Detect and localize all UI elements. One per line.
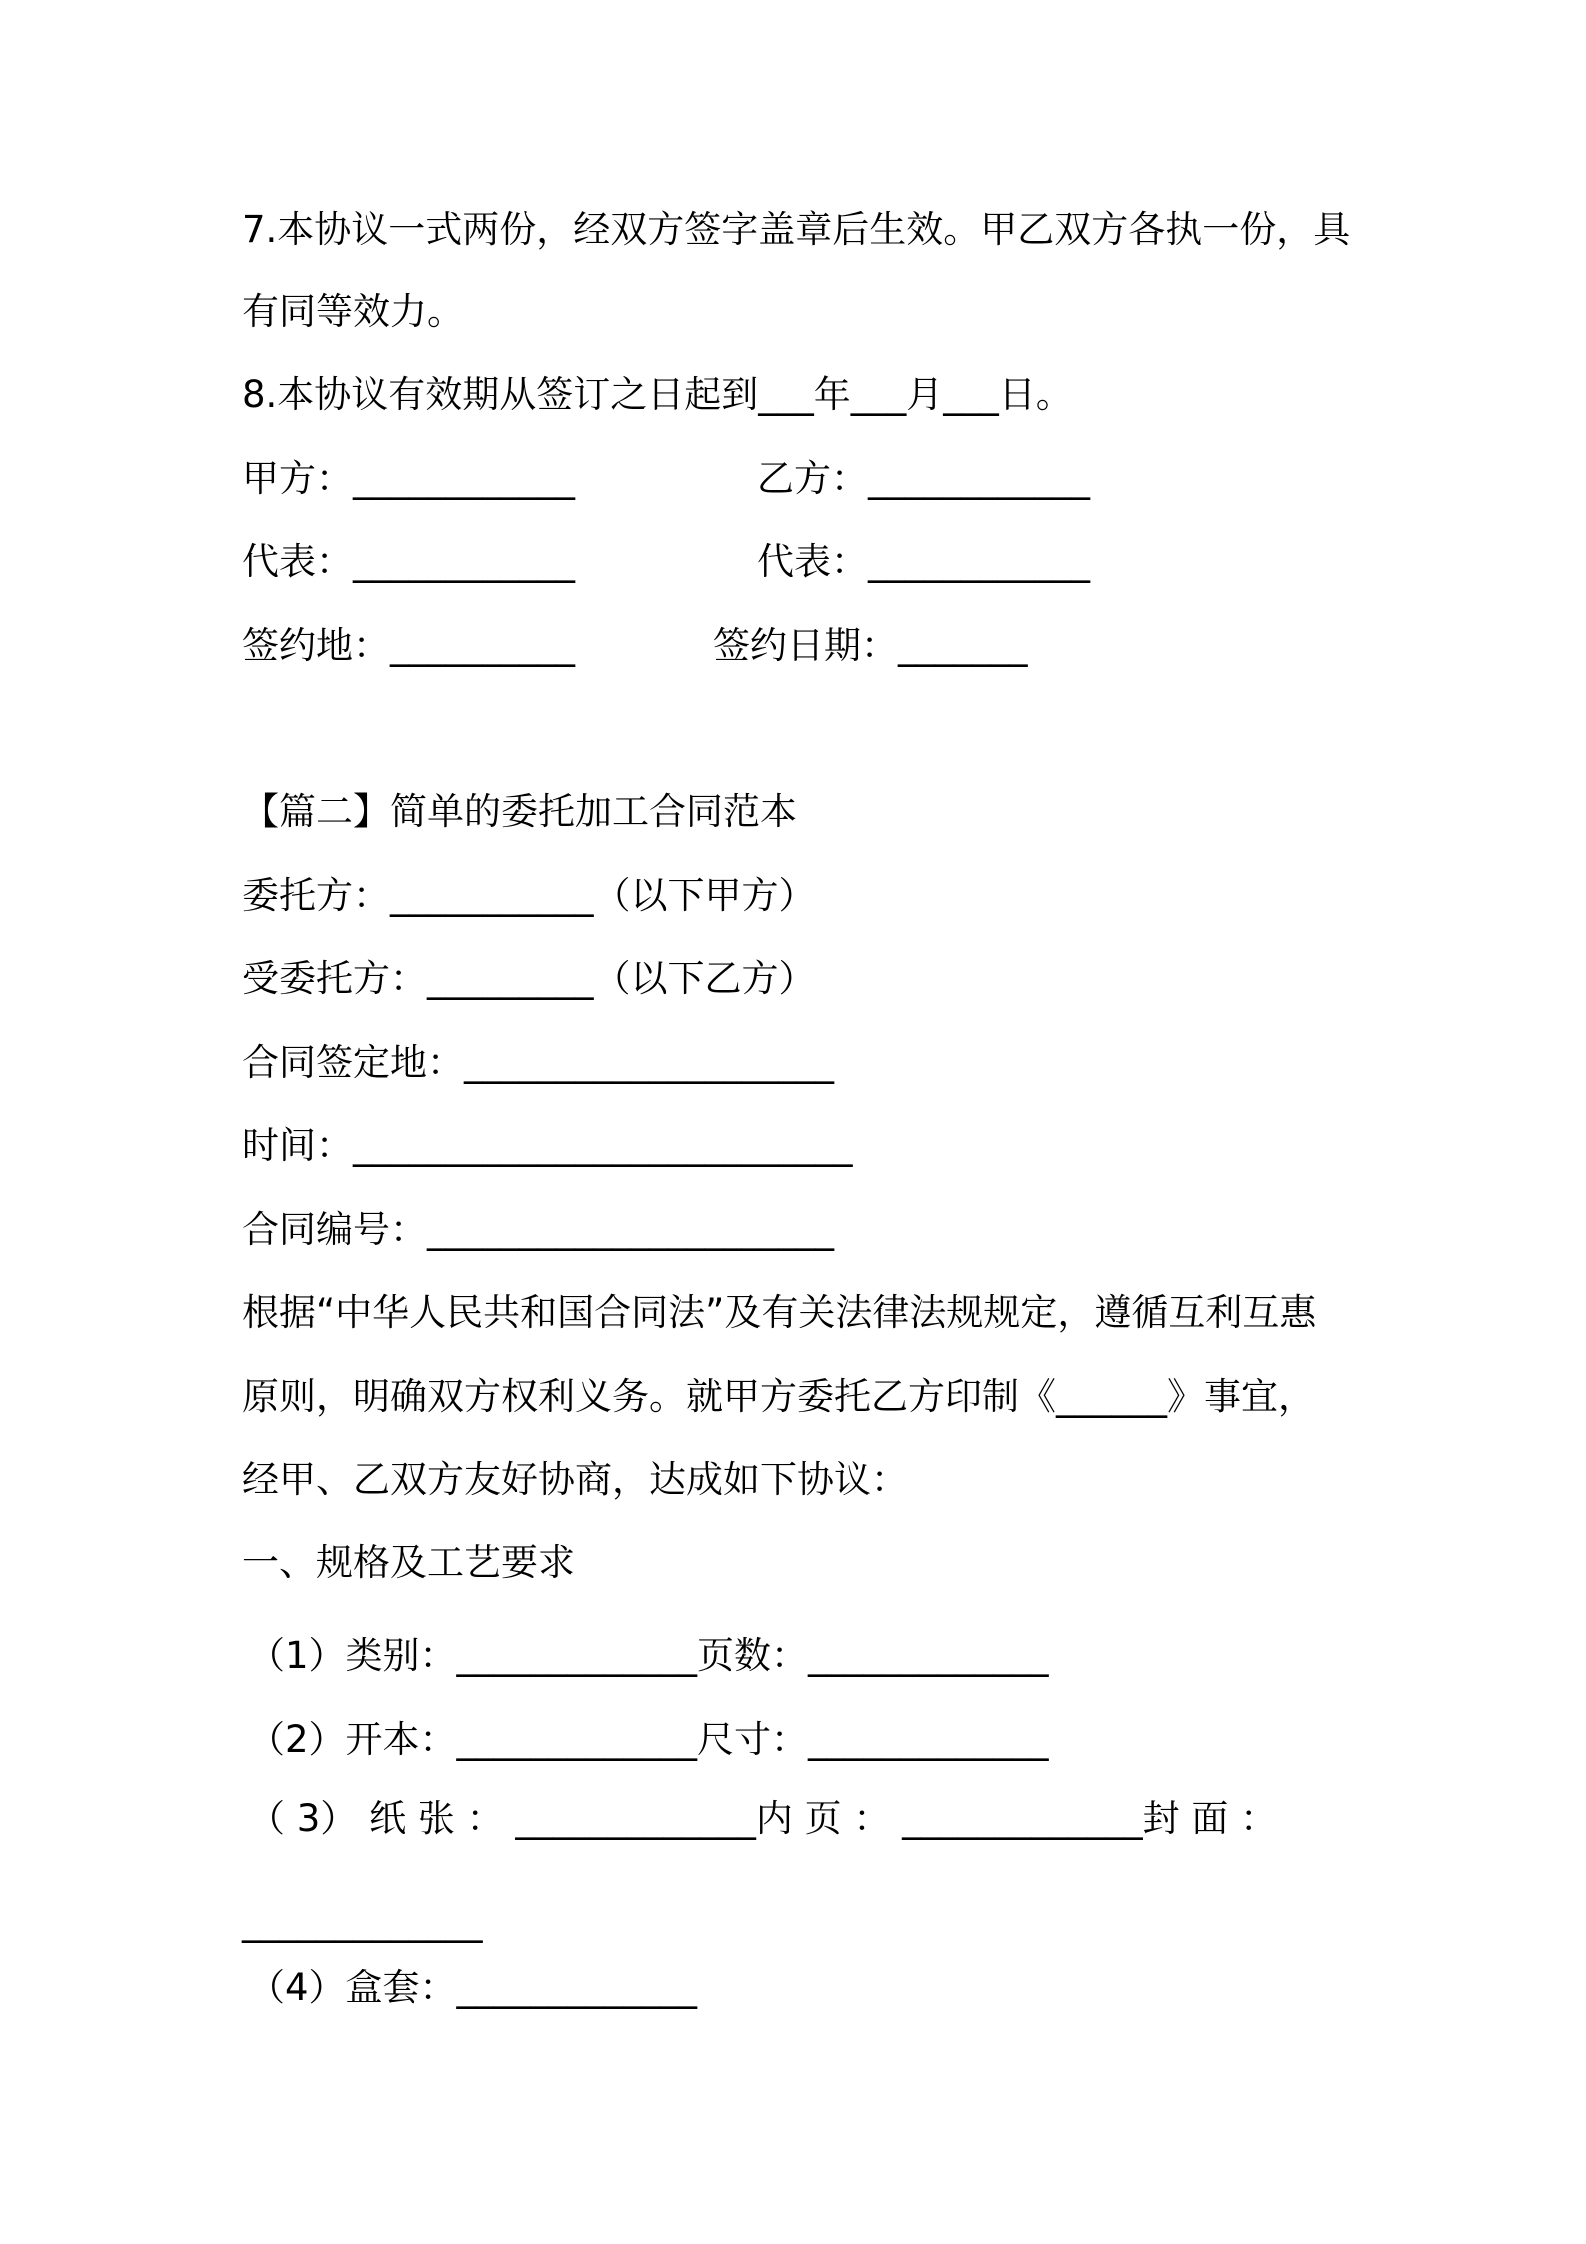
signing-date-field: 签约日期：_______ xyxy=(713,624,1028,667)
time-field: 时间：___________________________ xyxy=(242,1124,853,1167)
representative-b-field: 代表：____________ xyxy=(757,540,1090,583)
clause-8: 8.本协议有效期从签订之日起到___年___月___日。 xyxy=(242,373,1073,416)
contractor-field: 受委托方：_________（以下乙方） xyxy=(242,957,816,1000)
party-a-field: 甲方：____________ xyxy=(242,457,575,500)
preamble-line-1: 根据“中华人民共和国合同法”及有关法律法规规定，遵循互利互惠 xyxy=(242,1291,1317,1334)
signing-place-field: 签约地：__________ xyxy=(242,624,575,667)
clause-7-line-1: 7.本协议一式两份，经双方签字盖章后生效。甲乙双方各执一份，具 xyxy=(242,208,1351,251)
heading-specifications: 一、规格及工艺要求 xyxy=(242,1541,575,1584)
spec-item-3-line-1: （ 3） 纸 张 ： _____________内 页 ： _____________封 面 ： xyxy=(248,1797,1278,1840)
section-two-title: 【篇二】简单的委托加工合同范本 xyxy=(242,790,797,833)
representative-a-field: 代表：____________ xyxy=(242,540,575,583)
spec-item-4: （4）盒套：_____________ xyxy=(248,1966,698,2009)
client-field: 委托方：___________（以下甲方） xyxy=(242,874,816,917)
preamble-line-3: 经甲、乙双方友好协商，达成如下协议： xyxy=(242,1458,908,1501)
preamble-line-2: 原则，明确双方权利义务。就甲方委托乙方印制《______》事宜， xyxy=(242,1375,1315,1418)
contract-number-field: 合同编号：______________________ xyxy=(242,1208,834,1251)
clause-7-line-2: 有同等效力。 xyxy=(242,290,464,333)
spec-item-1: （1）类别：_____________页数：_____________ xyxy=(248,1634,1049,1677)
party-b-field: 乙方：____________ xyxy=(757,457,1090,500)
contract-signing-place-field: 合同签定地：____________________ xyxy=(242,1041,834,1084)
spec-item-2: （2）开本：_____________尺寸：_____________ xyxy=(248,1718,1049,1761)
spec-item-3-line-2: _____________ xyxy=(242,1900,483,1943)
